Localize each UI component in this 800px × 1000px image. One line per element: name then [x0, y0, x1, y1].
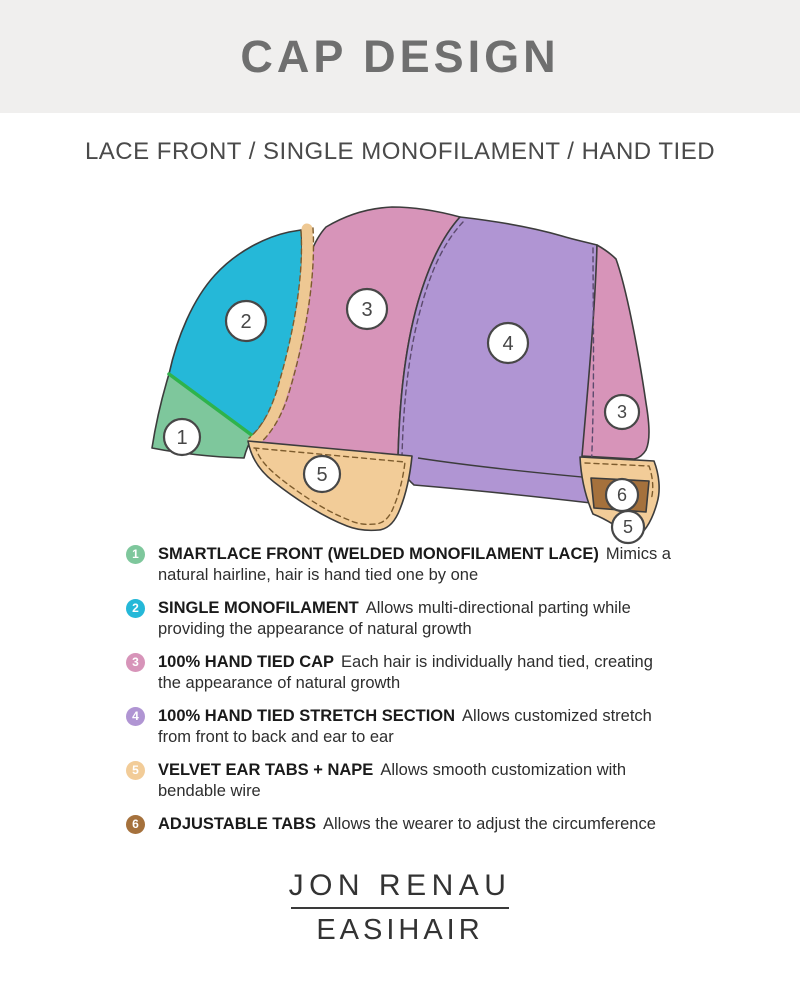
- legend-text: [158, 814, 674, 835]
- page-title: CAP DESIGN: [240, 31, 560, 82]
- legend-item-description: Allows multi-directional parting while providing the appearance of natural growth: [158, 599, 631, 638]
- svg-text:5: 5: [316, 464, 328, 486]
- marker-2-monofilament: [226, 301, 266, 341]
- marker-5-ear-tab: [304, 456, 340, 492]
- legend-badge-2: 2: [126, 599, 145, 618]
- legend: [126, 544, 686, 847]
- legend-item-description: Mimics a natural hairline, hair is hand tied one by one: [158, 545, 671, 584]
- legend-badge-4: 4: [126, 707, 145, 726]
- legend-badge-1: 1: [126, 545, 145, 564]
- svg-text:3: 3: [361, 299, 373, 321]
- legend-badge-5: 5: [126, 761, 145, 780]
- brand-name-jon-renau: JON RENAU: [288, 869, 512, 902]
- legend-item-hand-tied-cap: [126, 652, 686, 694]
- legend-item-description: Allows the wearer to adjust the circumference: [322, 815, 656, 833]
- legend-item-single-monofilament: [126, 598, 686, 640]
- marker-1-smartlace: [164, 419, 200, 455]
- svg-text:6: 6: [616, 485, 628, 505]
- legend-item-title: ADJUSTABLE TABS: [158, 815, 316, 833]
- legend-badge-3: 3: [126, 653, 145, 672]
- marker-4-stretch-section: [488, 323, 528, 363]
- legend-text: [158, 544, 674, 586]
- svg-text:5: 5: [622, 517, 634, 537]
- svg-text:4: 4: [502, 333, 514, 355]
- svg-text:2: 2: [240, 311, 252, 333]
- marker-3-back: [605, 395, 639, 429]
- brand-divider-line: [291, 907, 509, 909]
- cap-type-subtitle: LACE FRONT / SINGLE MONOFILAMENT / HAND TIED: [84, 138, 716, 165]
- legend-item-title: SMARTLACE FRONT (WELDED MONOFILAMENT LACE): [158, 545, 599, 563]
- wig-cap-diagram: [130, 190, 690, 550]
- legend-item-description: Each hair is individually hand tied, creating the appearance of natural growth: [158, 653, 653, 692]
- brand-logo: [0, 869, 800, 947]
- legend-item-description: Allows smooth customization with bendable wire: [158, 761, 627, 800]
- legend-item-velvet-ear-tabs: [126, 760, 686, 802]
- legend-item-title: SINGLE MONOFILAMENT: [158, 599, 359, 617]
- legend-item-stretch-section: [126, 706, 686, 748]
- brand-name-easihair: EASIHAIR: [316, 914, 484, 946]
- marker-5-nape: [612, 511, 644, 543]
- legend-text: [158, 598, 674, 640]
- svg-text:1: 1: [176, 427, 188, 449]
- legend-item-title: 100% HAND TIED CAP: [158, 653, 335, 671]
- marker-3-hand-tied-cap: [347, 289, 387, 329]
- legend-text: [158, 760, 674, 802]
- legend-item-title: VELVET EAR TABS + NAPE: [158, 761, 374, 779]
- legend-text: [158, 706, 674, 748]
- legend-badge-6: 6: [126, 815, 145, 834]
- header-band: [0, 0, 800, 113]
- legend-item-description: Allows customized stretch from front to back and ear to ear: [158, 707, 652, 746]
- legend-item-title: 100% HAND TIED STRETCH SECTION: [158, 707, 456, 725]
- legend-item-smartlace-front: [126, 544, 686, 586]
- legend-item-adjustable-tabs: [126, 814, 686, 835]
- marker-6-adjustable-tab: [606, 479, 638, 511]
- legend-text: [158, 652, 674, 694]
- svg-text:3: 3: [616, 402, 628, 422]
